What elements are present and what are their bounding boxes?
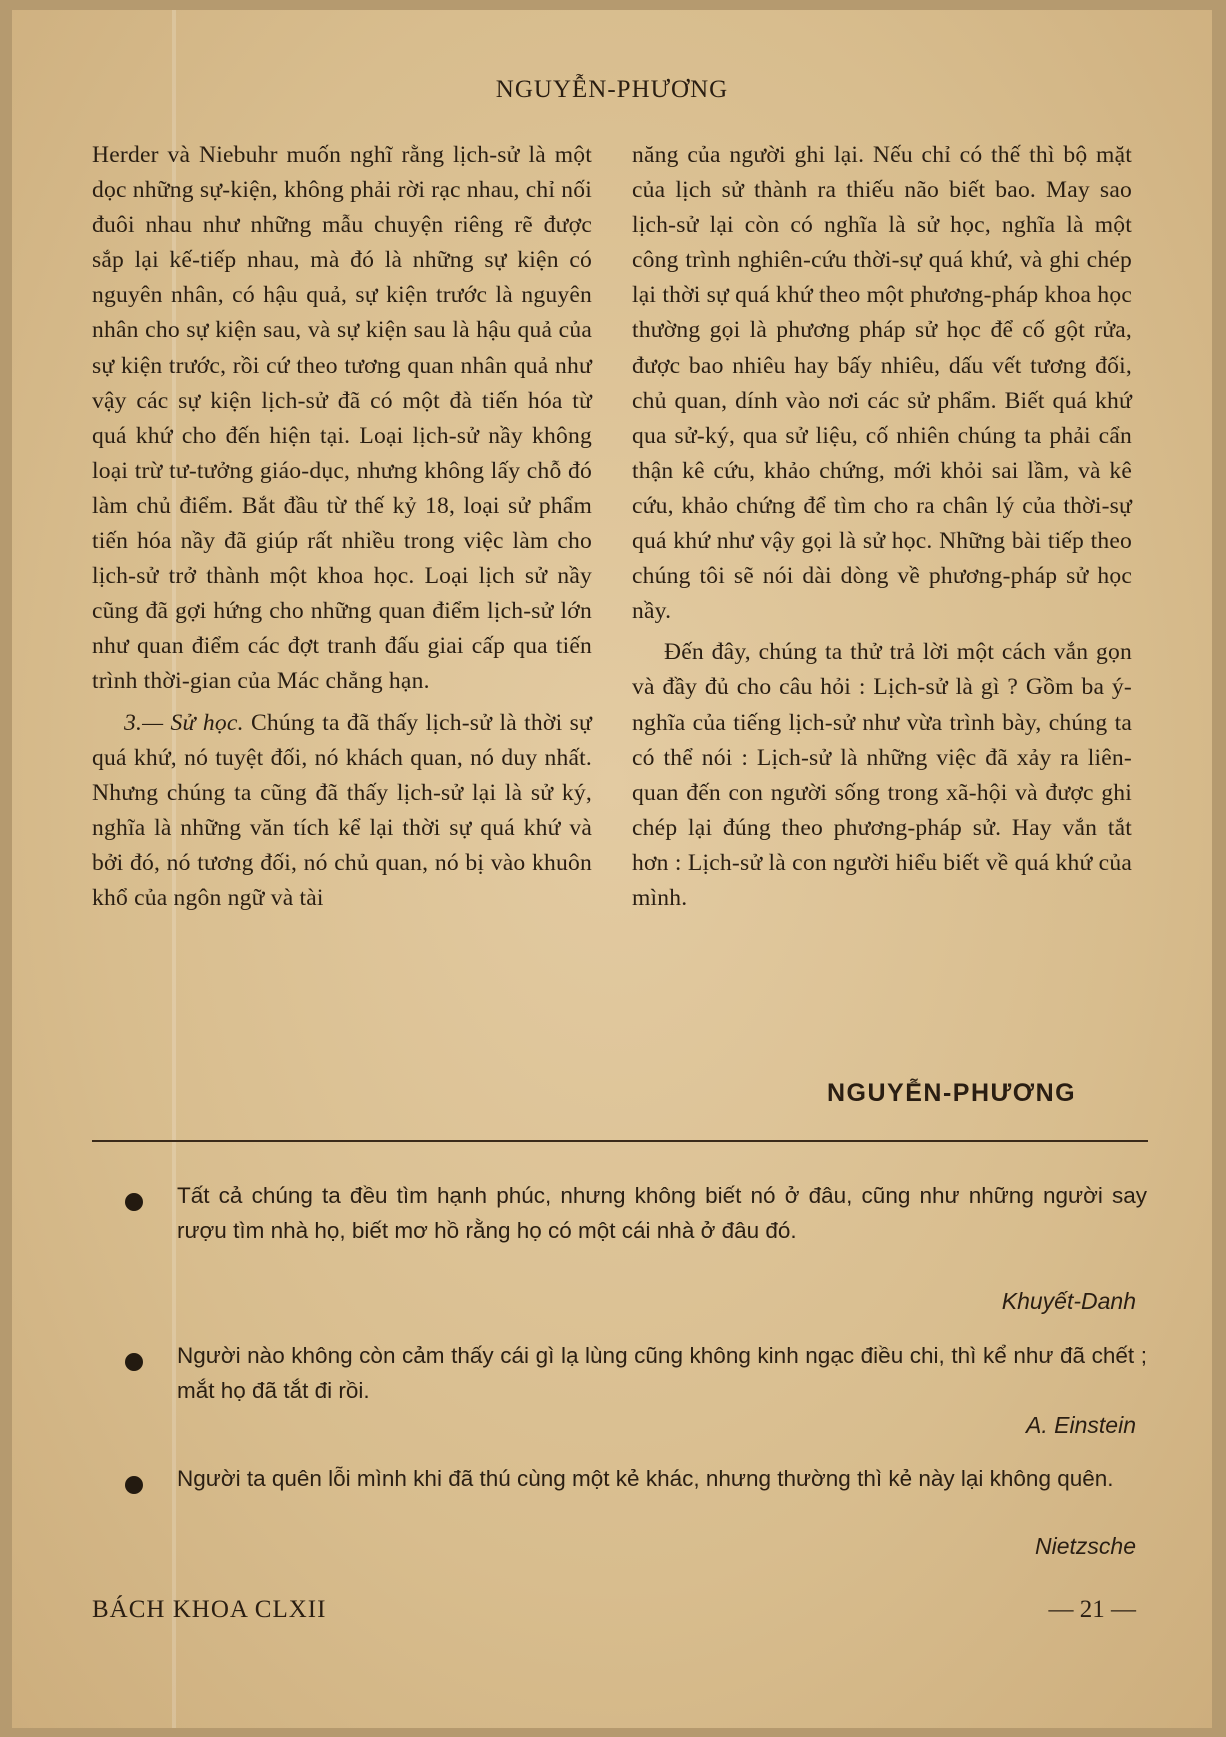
- magazine-page: [12, 10, 1212, 1728]
- author-signature: NGUYỄN-PHƯƠNG: [827, 1079, 1077, 1107]
- article-column-left: [92, 138, 592, 916]
- quote-author: A. Einstein: [1026, 1412, 1136, 1438]
- quote-author: Khuyết-Danh: [1001, 1288, 1136, 1314]
- bullet-icon: [125, 1476, 143, 1494]
- article-paragraph: năng của người ghi lại. Nếu chỉ có thế thì bộ mặt của lịch sử thành ra thiếu não biết bao. May sao lịch-sử lại còn có nghĩa là sử học, nghĩa là một công trình nghiên-cứu thời-sự quá khứ, và ghi chép lại thời sự quá khứ theo một phương-pháp khoa học thường gọi là phương pháp sử học để cố gột rửa, được bao nhiêu hay bấy nhiêu, dấu vết tương đối, chủ quan, dính vào nơi các sử phẩm. Biết quá khứ qua sử-ký, qua sử liệu, cố nhiên chúng ta phải cẩn thận kê cứu, khảo chứng, mới khỏi sai lầm, và kê cứu, khảo chứng để tìm cho ra chân lý của thời-sự quá khứ như vậy gọi là sử học. Những bài tiếp theo chúng tôi sẽ nói dài dòng về phương-pháp sử học nầy.: [632, 142, 1132, 625]
- quote-text: Tất cả chúng ta đều tìm hạnh phúc, nhưng không biết nó ở đâu, cũng như những người say rượu tìm nhà họ, biết mơ hồ rằng họ có một cái nhà ở đâu đó.: [177, 1183, 1147, 1243]
- article-paragraph: Đến đây, chúng ta thử trả lời một cách vắn gọn và đầy đủ cho câu hỏi : Lịch-sử là gì ? Gồm ba ý-nghĩa của tiếng lịch-sử như vừa trình bày, chúng ta có thể nói : Lịch-sử là những việc đã xảy ra liên-quan đến con người sống trong xã-hội và được ghi chép lại đúng theo phương-pháp sử. Hay vắn tắt hơn : Lịch-sử là con người hiểu biết về quá khứ của mình.: [632, 639, 1132, 911]
- magazine-issue: BÁCH KHOA CLXII: [92, 1596, 327, 1623]
- quote-text: Người nào không còn cảm thấy cái gì lạ lùng cũng không kinh ngạc điều chi, thì kể như đã chết ; mắt họ đã tắt đi rồi.: [177, 1343, 1147, 1403]
- running-header: NGUYỄN-PHƯƠNG: [495, 76, 729, 103]
- quote-author: Nietzsche: [1035, 1533, 1136, 1559]
- section-divider: [92, 1140, 1148, 1142]
- page-number: — 21 —: [1048, 1596, 1136, 1623]
- article-paragraph: Herder và Niebuhr muốn nghĩ rằng lịch-sử là một dọc những sự-kiện, không phải rời rạc nhau, chỉ nối đuôi nhau như những mẫu chuyện riêng rẽ được sắp lại kế-tiếp nhau, mà đó là những sự kiện có nguyên nhân, có hậu quả, sự kiện trước là nguyên nhân cho sự kiện sau, và sự kiện sau là hậu quả của sự kiện trước, rồi cứ theo tương quan nhân quả như vậy các sự kiện lịch-sử đã có một đà tiến hóa từ quá khứ cho đến hiện tại. Loại lịch-sử nầy không loại trừ tư-tưởng giáo-dục, nhưng không lấy chỗ đó làm chủ điểm. Bắt đầu từ thế kỷ 18, loại sử phẩm tiến hóa nầy đã giúp rất nhiều trong việc làm cho lịch-sử trở thành một khoa học. Loại lịch sử nầy cũng đã gợi hứng cho những quan điểm lịch-sử lớn như quan điểm các đợt tranh đấu giai cấp qua tiến trình thời-gian của Mác chẳng hạn.: [92, 142, 592, 695]
- article-paragraph-text: Chúng ta đã thấy lịch-sử là thời sự quá khứ, nó tuyệt đối, nó khách quan, nó duy nhất. Nhưng chúng ta cũng đã thấy lịch-sử lại là sử ký, nghĩa là những văn tích kể lại thời sự quá khứ và bởi đó, nó tương đối, nó chủ quan, nó bị vào khuôn khổ của ngôn ngữ và tài: [92, 709, 593, 911]
- quote-text: Người ta quên lỗi mình khi đã thú cùng một kẻ khác, nhưng thường thì kẻ này lại không quên.: [177, 1466, 1114, 1491]
- bullet-icon: [125, 1353, 143, 1371]
- article-column-right: [632, 138, 1132, 916]
- section-heading: 3.— Sử học.: [124, 709, 244, 736]
- bullet-icon: [125, 1193, 143, 1211]
- article-paragraph: [92, 706, 592, 917]
